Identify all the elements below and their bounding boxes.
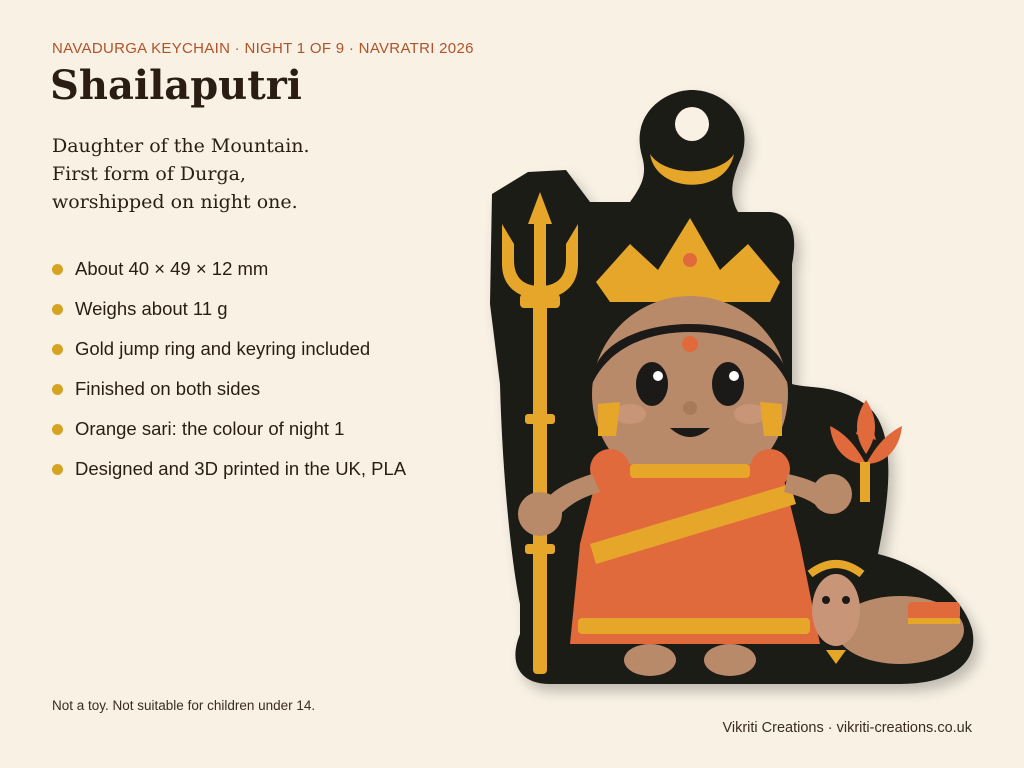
- feature-item: [52, 454, 406, 494]
- description-line: worshipped on night one.: [52, 191, 298, 213]
- feature-text: Finished on both sides: [75, 378, 261, 399]
- product-description: [52, 132, 412, 216]
- feature-item: [52, 374, 406, 414]
- bullet-dot-icon: [52, 344, 63, 355]
- bullet-dot-icon: [52, 264, 63, 275]
- safety-warning: Not a toy. Not suitable for children under 14.: [52, 698, 316, 713]
- bullet-dot-icon: [52, 304, 63, 315]
- keychain-image: [480, 84, 1000, 704]
- feature-item: [52, 294, 406, 334]
- feature-text: Orange sari: the colour of night 1: [75, 418, 345, 439]
- feature-item: [52, 254, 406, 294]
- product-eyebrow: NAVADURGA KEYCHAIN · NIGHT 1 OF 9 · NAVRATRI 2026: [52, 40, 474, 57]
- feature-list: [52, 254, 406, 494]
- description-line: Daughter of the Mountain.: [52, 135, 310, 157]
- feature-text: Designed and 3D printed in the UK, PLA: [75, 458, 407, 479]
- page-title: Shailaputri: [50, 62, 302, 109]
- description-line: First form of Durga,: [52, 163, 246, 185]
- keyring-hole: [675, 107, 709, 141]
- brand-footer: Vikriti Creations · vikriti-creations.co.uk: [722, 720, 972, 736]
- bullet-dot-icon: [52, 464, 63, 475]
- sari-body: [570, 449, 820, 644]
- feature-text: Gold jump ring and keyring included: [75, 338, 371, 359]
- feature-item: [52, 414, 406, 454]
- bullet-dot-icon: [52, 384, 63, 395]
- feature-item: [52, 334, 406, 374]
- feature-text: Weighs about 11 g: [75, 298, 228, 319]
- bullet-dot-icon: [52, 424, 63, 435]
- feature-text: About 40 × 49 × 12 mm: [75, 258, 269, 279]
